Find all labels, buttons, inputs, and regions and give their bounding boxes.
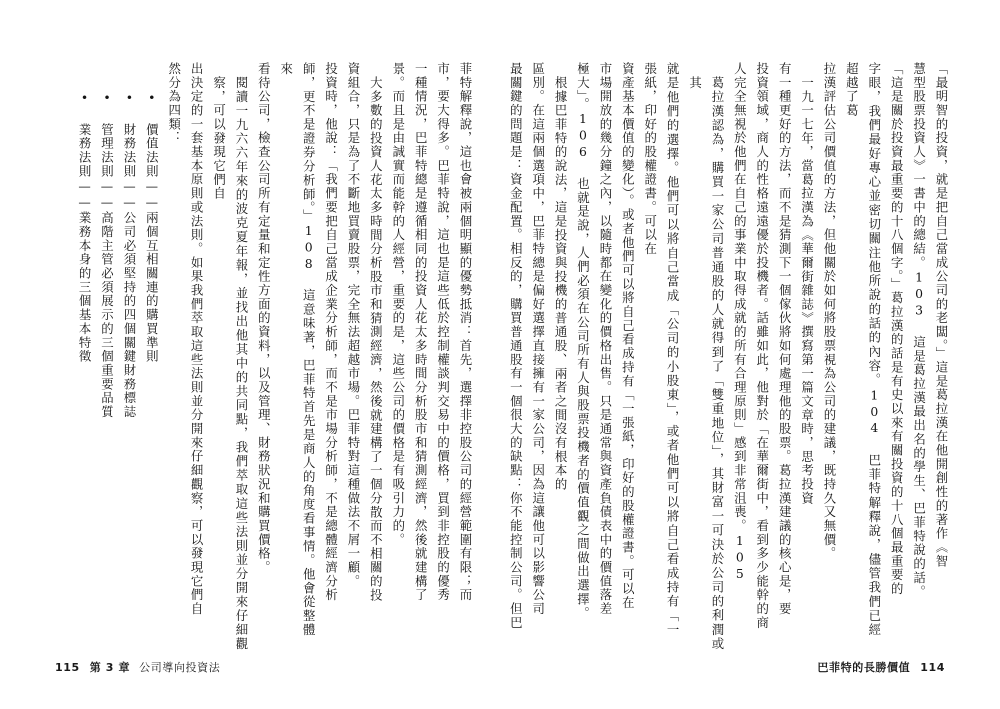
left-page-text-block <box>52 62 476 651</box>
text-column: 師，更不是證券分析師。」108 這意味著，巴菲特首先是商人的角度看事情。他會從整體來 <box>278 62 317 637</box>
text-column: 投資領域，商人的性格遠遠優於投機者。話雖如此，他對於「在華爾街中，看到多少能幹的商 <box>754 62 770 630</box>
chapter-label: 第 3 章 <box>89 661 131 674</box>
text-column: 然分為四類： <box>166 62 182 146</box>
text-column: 極大」。106 也就是說，人們必須在公司所有人與股票投機者的價值觀之間做出選擇。 <box>575 62 591 621</box>
text-column: 出決定的一套基本原則或法則。如果我們萃取這些法則並分開來仔細觀察，可以發現它們自 <box>189 62 205 616</box>
text-column: 最關鍵的問題是：資金配置。相反的，購買普通股有一個很大的缺點：你不能控制公司。但巴 <box>508 62 524 630</box>
text-column: 就是他們的選擇。他們可以將自己當成「公司的小股東」，或者他們可以將自己看成持有「一張紙，印好的股權證書。可以在 <box>642 62 681 637</box>
text-column: 景。而且是由誠實而能幹的人經營，重要的是，這些公司的價格是有吸引力的。 <box>390 62 406 547</box>
list-item: • 價值法則——兩個互相關連的購買準則 <box>144 90 160 364</box>
text-column: 拉漢評估公司價值的方法，但他關於如何將股票視為公司的建議，既持久又無價。 <box>821 62 837 561</box>
text-column: 葛拉漢認為，購買一家公司普通股的人就得到了「雙重地位」，其財富一可決於公司的利潤或其 <box>687 76 725 651</box>
text-column: 資產基本價值的變化）。或者他們可以將自己看成持有「一張紙，印好的股權證書。可以在 <box>620 62 636 610</box>
footer-left <box>55 659 220 675</box>
left-page-number: 115 <box>55 661 80 674</box>
text-column: 菲特解釋說，這也會被兩個明顯的優勢抵消：首先，選擇非控股公司的經營範圍有限；而 <box>458 62 473 603</box>
right-page-number: 114 <box>920 661 945 674</box>
text-column: 大多數的投資人花太多時間分析股市和猜測經濟，然後就建構了一個分散而不相關的投 <box>368 76 384 603</box>
chapter-title: 公司導向投資法 <box>139 661 221 674</box>
text-column: 人完全無視於他們在自己的事業中取得成就的所有合理原則」感到非常沮喪。105 <box>732 62 748 583</box>
text-column: 投資時，他說：「我們要把自己當成企業分析師，而不是市場分析師，不是總體經濟分析 <box>323 62 339 603</box>
list-item: • 業務法則——業務本身的三個基本特徵 <box>77 90 93 364</box>
list-item: • 財務法則——公司必須堅持的四個關鍵財務標誌 <box>121 90 137 419</box>
list-item: • 管理法則——高階主管必須展示的三個重要品質 <box>99 90 115 419</box>
text-column: 市，要大得多。巴菲特說，這也是這些低於控制權談判交易中的價格，買到非控股的優秀 <box>435 62 451 603</box>
text-column: 「這是關於投資最重要的十八個字。」葛拉漢的話是有史以來有關投資的十八個最重要的 <box>889 62 905 596</box>
book-title: 巴菲特的長勝價值 <box>817 661 911 674</box>
text-column: 字眼，我們最好專心並密切關注他所說的話的內容。104 巴菲特解釋說，儘管我們已經超越了葛 <box>844 62 882 637</box>
page-footer <box>0 659 1000 679</box>
text-column: 慧型股票投資人》一書中的總結。103 這是葛拉漢最出名的學生、巴菲特說的話。 <box>911 62 927 599</box>
text-column: 市場開放的幾分鐘之內，以隨時都在變化的價格出售。只是通常與資產負債表中的價值落差 <box>597 62 613 616</box>
text-column: 區別。在這兩個選項中，巴菲特總是偏好選擇直接擁有一家公司，因為這讓他可以影響公司 <box>530 62 546 616</box>
text-column: 「最明智的投資，就是把自己當成公司的老闆。」這是葛拉漢在他開創性的著作《智 <box>934 62 949 569</box>
text-column: 根據巴菲特的說法，這是投資與投機的普通股、兩者之間沒有根本的 <box>553 76 569 492</box>
text-column: 資組合，只是為了不斷地買賣股票，完全無法超越市場。巴菲特對這種做法不屑一顧。 <box>345 62 361 589</box>
text-column: 看待公司，檢查公司所有定量和定性方面的資料，以及管理、財務狀況和購買價格。 <box>256 62 272 575</box>
text-column: 一種情況，巴菲特總是遵循相同的投資人花太多時間分析股市和猜測經濟，然後就建構了 <box>413 62 429 603</box>
footer-right <box>817 659 945 675</box>
right-page-text-block <box>508 62 952 651</box>
text-column: 閱讀一九六六年來的波克夏年報，並找出他其中的共同點，我們萃取這些法則並分開來仔細觀察，可以發現它們自 <box>211 76 249 651</box>
text-column: 一九一七年，當葛拉漢為《華爾街雜誌》撰寫第一篇文章時，思考投資 <box>799 76 815 506</box>
text-column: 有一種更好的方法，而不是猜測下一個傢伙將如何處理他的股票。葛拉漢建議的核心是，要 <box>777 62 793 616</box>
